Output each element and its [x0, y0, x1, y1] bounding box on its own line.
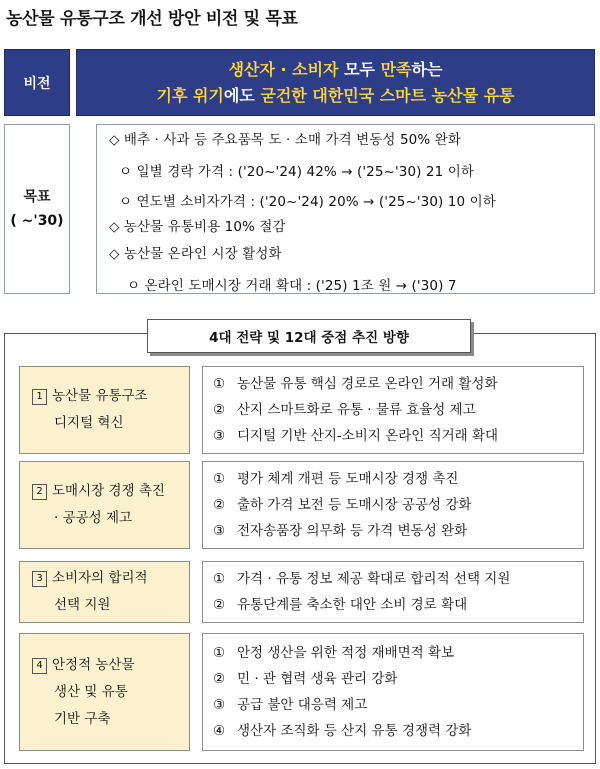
- strategy-title-4: 4 안정적 농산물 생산 및 유통 기반 구축: [19, 633, 190, 751]
- strategy-number: 3: [32, 571, 47, 587]
- strategy-title-1: 1 농산물 유통구조 디지털 혁신: [19, 366, 190, 454]
- strategy-item: ① 농산물 유통 핵심 경로로 온라인 거래 활성화: [213, 376, 498, 392]
- goal-subitem: ㅇ 온라인 도매시장 거래 확대 : ('25) 1조 원 → ('30) 7: [127, 278, 457, 294]
- goals-label: 목표 ( ~'30): [4, 124, 70, 294]
- vision-line-1: 생산자 · 소비자 모두 만족하는: [228, 59, 443, 79]
- strategy-item: ② 민 · 관 협력 생육 관리 강화: [213, 671, 398, 687]
- strategy-item: ① 가격 · 유통 정보 제공 확대로 합리적 선택 지원: [213, 571, 511, 587]
- strategy-items-4: [202, 633, 584, 751]
- vision-label: 비전: [4, 49, 70, 116]
- strategy-items-1: [202, 366, 584, 454]
- goal-item: ◇ 농산물 온라인 시장 활성화: [109, 246, 282, 262]
- strategy-number: 1: [32, 389, 47, 405]
- strategy-item: ③ 공급 불안 대응력 제고: [213, 697, 368, 713]
- goal-item: ◇ 농산물 유통비용 10% 절감: [109, 219, 286, 235]
- strategy-items-3: [202, 561, 584, 623]
- goal-item: ◇ 배추 · 사과 등 주요품목 도 · 소매 가격 변동성 50% 완화: [109, 132, 461, 148]
- strategy-header: 4대 전략 및 12대 중점 추진 방향: [147, 319, 471, 353]
- strategy-item: ① 안정 생산을 위한 적정 재배면적 확보: [213, 645, 455, 661]
- strategy-title-2: 2 도매시장 경쟁 촉진 · 공공성 제고: [19, 461, 190, 549]
- goal-subitem: ㅇ 연도별 소비자가격 : ('20~'24) 20% → ('25~'30) 10 이하: [119, 194, 496, 210]
- strategy-item: ② 산지 스마트화로 유통 · 물류 효율성 제고: [213, 402, 476, 418]
- vision-statement: [76, 49, 595, 116]
- strategy-item: ③ 전자송품장 의무화 등 가격 변동성 완화: [213, 523, 468, 539]
- strategy-items-2: [202, 461, 584, 549]
- strategy-item: ① 평가 체계 개편 등 도매시장 경쟁 촉진: [213, 471, 459, 487]
- strategy-item: ② 출하 가격 보전 등 도매시장 공공성 강화: [213, 497, 472, 513]
- strategy-title-3: 3 소비자의 합리적 선택 지원: [19, 561, 190, 623]
- goal-subitem: ㅇ 일별 경락 가격 : ('20~'24) 42% → ('25~'30) 21 이하: [119, 164, 474, 180]
- vision-line-2: 기후 위기에도 굳건한 대한민국 스마트 농산물 유통: [156, 85, 515, 105]
- strategy-item: ④ 생산자 조직화 등 산지 유통 경쟁력 강화: [213, 723, 472, 739]
- strategy-number: 2: [32, 484, 47, 500]
- strategy-item: ③ 디지털 기반 산지-소비지 온라인 직거래 확대: [213, 428, 499, 444]
- strategy-item: ② 유통단계를 축소한 대안 소비 경로 확대: [213, 597, 468, 613]
- page-title: 농산물 유통구조 개선 방안 비전 및 목표: [6, 9, 298, 29]
- strategy-number: 4: [32, 658, 47, 674]
